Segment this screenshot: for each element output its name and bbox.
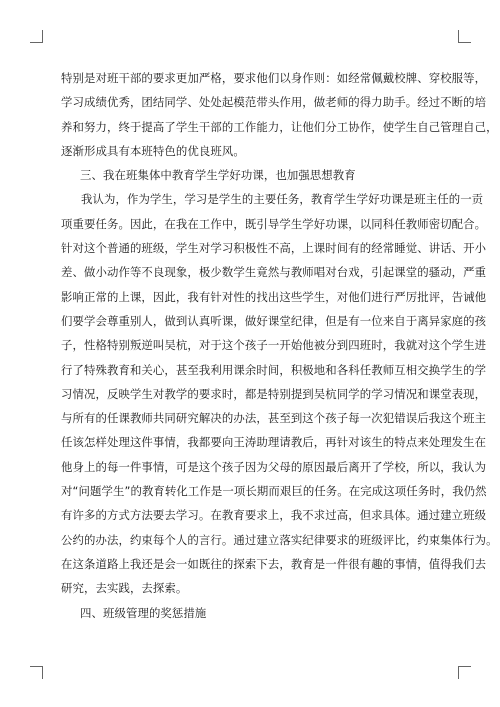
text-line: 针对这个普通的班级，学生对学习积极性不高，上课时间有的经常睡觉、讲话、开小 bbox=[61, 241, 487, 256]
text-line: 他身上的每一件事情，可是这个孩子因为父母的原因最后离开了学校，所以，我认为 bbox=[61, 459, 487, 474]
text-line: 项重要任务。因此，在我在工作中，既引导学生学好功课，以同科任教师密切配合。 bbox=[61, 216, 487, 231]
text-line: 逐渐形成具有本班特色的优良班风。 bbox=[61, 143, 245, 158]
section-heading: 三、我在班集体中教育学生学好功课，也加强思想教育 bbox=[80, 168, 356, 183]
crop-mark-top-left bbox=[30, 30, 43, 43]
text-line: 差、做小动作等不良现象，极少数学生竟然与教师唱对台戏，引起课堂的骚动，严重 bbox=[61, 265, 487, 280]
text-line: 子，性格特别叛逆叫吴杭，对于这个孩子一开始他被分到四班时，我就对这个学生进 bbox=[61, 338, 487, 353]
text-line: 行了特殊教育和关心，甚至我利用课余时间，积极地和各科任教师互相交换学生的学 bbox=[61, 362, 487, 377]
text-line: 我认为，作为学生，学习是学生的主要任务，教育学生学好功课是班主任的一贡 bbox=[81, 192, 484, 207]
text-line: 养和努力，终于提高了学生干部的工作能力，让他们分工协作，使学生自己管理自己， bbox=[61, 119, 498, 134]
text-line: 与所有的任课教师共同研究解决的办法，甚至到这个孩子每一次犯错误后我这个班主 bbox=[61, 411, 487, 426]
section-heading: 四、班级管理的奖惩措施 bbox=[80, 605, 207, 620]
text-line: 公约的办法，约束每个人的言行。通过建立落实纪律要求的班级评比，约束集体行为。 bbox=[61, 532, 498, 547]
crop-mark-bottom-left bbox=[30, 666, 43, 679]
text-line: 任该怎样处理这件事情，我都要向王涛助理请教后，再针对该生的特点来处理发生在 bbox=[61, 435, 487, 450]
text-line: 有许多的方式方法要去学习。在教育要求上，我不求过高，但求具体。通过建立班级 bbox=[61, 508, 487, 523]
text-line: 对“问题学生”的教育转化工作是一项长期而艰巨的任务。在完成这项任务时，我仍然 bbox=[61, 484, 487, 499]
text-line: 在这条道路上我还是会一如既往的探索下去，教育是一件很有趣的事情，值得我们去 bbox=[61, 556, 487, 571]
text-line: 习情况，反映学生对教学的要求时，都是特别提到吴杭同学的学习情况和课堂表现， bbox=[61, 386, 487, 401]
text-line: 特别是对班干部的要求更加严格，要求他们以身作则：如经常佩戴校牌、穿校服等， bbox=[61, 71, 487, 85]
document-body bbox=[61, 66, 498, 625]
crop-mark-bottom-right bbox=[458, 666, 471, 679]
crop-mark-top-right bbox=[458, 30, 471, 43]
text-line: 学习成绩优秀，团结同学、处处起模范带头作用，做老师的得力助手。经过不断的培 bbox=[61, 95, 487, 110]
text-line: 们要学会尊重别人，做到认真听课，做好课堂纪律，但是有一位来自于离异家庭的孩 bbox=[61, 313, 487, 328]
text-line: 影响正常的上课，因此，我有针对性的找出这些学生，对他们进行严厉批评，告诫他 bbox=[61, 289, 487, 304]
text-line: 研究，去实践，去探索。 bbox=[61, 581, 188, 596]
